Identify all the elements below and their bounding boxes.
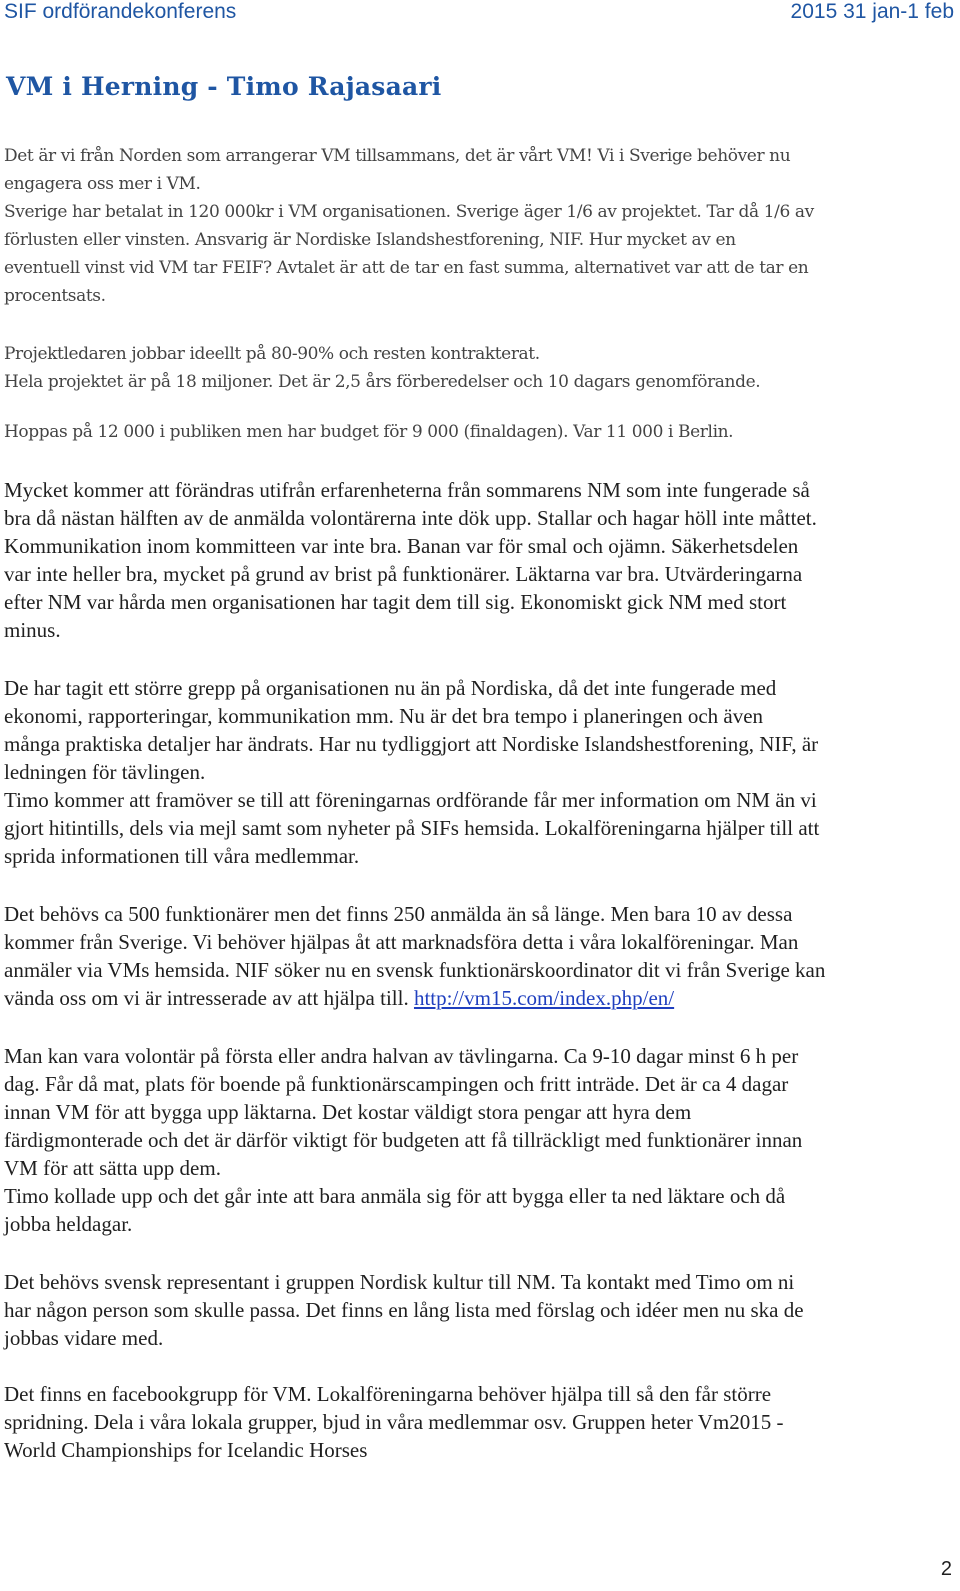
body-line: eventuell vinst vid VM tar FEIF? Avtalet är att de tar en fast summa, alternativet var att de tar en bbox=[4, 258, 809, 278]
vm15-link[interactable]: http://vm15.com/index.php/en/ bbox=[413, 986, 675, 1010]
body-line: minus. bbox=[4, 618, 61, 642]
body-line: anmäler via VMs hemsida. NIF söker nu en svensk funktionärskoordinator dit vi från Sverige kan bbox=[4, 958, 826, 982]
body-line: procentsats. bbox=[4, 286, 106, 306]
body-line: färdigmonterade och det är därför viktigt för budgeten att få tillräckligt med funktionärer innan bbox=[4, 1128, 803, 1152]
body-line: dag. Får då mat, plats för boende på funktionärscampingen och fritt inträde. Det är ca 4 dagar bbox=[4, 1072, 789, 1096]
body-line: Sverige har betalat in 120 000kr i VM organisationen. Sverige äger 1/6 av projektet. Tar då 1/6 av bbox=[4, 202, 814, 222]
body-line: förlusten eller vinsten. Ansvarig är Nordiske Islandshestforening, NIF. Hur mycket av en bbox=[4, 230, 736, 250]
body-line: Det behövs svensk representant i gruppen Nordisk kultur till NM. Ta kontakt med Timo om ni bbox=[4, 1270, 795, 1294]
body-line: Man kan vara volontär på första eller andra halvan av tävlingarna. Ca 9-10 dagar minst 6 h per bbox=[4, 1044, 799, 1068]
body-line: bra då nästan hälften av de anmälda volontärerna inte dök upp. Stallar och hagar höll inte måttet. bbox=[4, 506, 817, 530]
body-line: jobbas vidare med. bbox=[4, 1326, 164, 1350]
body-line: var inte heller bra, mycket på grund av brist på funktionärer. Läktarna var bra. Utvärderingarna bbox=[4, 562, 803, 586]
body-line: många praktiska detaljer har ändrats. Har nu tydliggjort att Nordiske Islandshestforening, NIF, är bbox=[4, 732, 819, 756]
body-line: Kommunikation inom kommitteen var inte bra. Banan var för smal och ojämn. Säkerhetsdelen bbox=[4, 534, 799, 558]
body-line: Hela projektet är på 18 miljoner. Det är 2,5 års förberedelser och 10 dagars genomförande. bbox=[4, 372, 761, 392]
body-line: jobba heldagar. bbox=[4, 1212, 133, 1236]
body-line: innan VM för att bygga upp läktarna. Det kostar väldigt stora pengar att hyra dem bbox=[4, 1100, 692, 1124]
header-date: 2015 31 jan-1 feb bbox=[790, 0, 954, 23]
body-line: ledningen för tävlingen. bbox=[4, 760, 206, 784]
body-line: kommer från Sverige. Vi behöver hjälpas åt att marknadsföra detta i våra lokalföreningar. Man bbox=[4, 930, 799, 954]
body-line: sprida informationen till våra medlemmar. bbox=[4, 844, 360, 868]
body-line bbox=[4, 984, 674, 1012]
page-number: 2 bbox=[940, 1558, 952, 1580]
body-line: Det behövs ca 500 funktionärer men det finns 250 anmälda än så länge. Men bara 10 av dessa bbox=[4, 902, 793, 926]
header-conference-name: SIF ordförandekonferens bbox=[4, 0, 237, 23]
body-line: efter NM var hårda men organisationen har tagit dem till sig. Ekonomiskt gick NM med stort bbox=[4, 590, 787, 614]
body-line-text: vända oss om vi är intresserade av att hjälpa till. bbox=[4, 986, 414, 1010]
body-line: Hoppas på 12 000 i publiken men har budget för 9 000 (finaldagen). Var 11 000 i Berlin. bbox=[4, 422, 734, 442]
body-line: Mycket kommer att förändras utifrån erfarenheterna från sommarens NM som inte fungerade så bbox=[4, 478, 810, 502]
page-title: VM i Herning - Timo Rajasaari bbox=[6, 72, 442, 101]
body-line: Det är vi från Norden som arrangerar VM tillsammans, det är vårt VM! Vi i Sverige behöver nu bbox=[4, 146, 791, 166]
body-line: ekonomi, rapporteringar, kommunikation mm. Nu är det bra tempo i planeringen och även bbox=[4, 704, 764, 728]
body-line: engagera oss mer i VM. bbox=[4, 174, 201, 194]
body-line: spridning. Dela i våra lokala grupper, bjud in våra medlemmar osv. Gruppen heter Vm2015 - bbox=[4, 1410, 784, 1434]
body-line: VM för att sätta upp dem. bbox=[4, 1156, 221, 1180]
body-line: World Championships for Icelandic Horses bbox=[4, 1438, 368, 1462]
body-line: Det finns en facebookgrupp för VM. Lokalföreningarna behöver hjälpa till så den får större bbox=[4, 1382, 772, 1406]
page-header bbox=[0, 0, 960, 28]
body-line: gjort hitintills, dels via mejl samt som nyheter på SIFs hemsida. Lokalföreningarna hjälper till att bbox=[4, 816, 820, 840]
body-line: Timo kollade upp och det går inte att bara anmäla sig för att bygga eller ta ned läktare och då bbox=[4, 1184, 786, 1208]
body-line: Projektledaren jobbar ideellt på 80-90% och resten kontrakterat. bbox=[4, 344, 540, 364]
body-line: har någon person som skulle passa. Det finns en lång lista med förslag och idéer men nu ska de bbox=[4, 1298, 804, 1322]
body-line: De har tagit ett större grepp på organisationen nu än på Nordiska, då det inte fungerade med bbox=[4, 676, 777, 700]
body-line: Timo kommer att framöver se till att föreningarnas ordförande får mer information om NM än vi bbox=[4, 788, 817, 812]
